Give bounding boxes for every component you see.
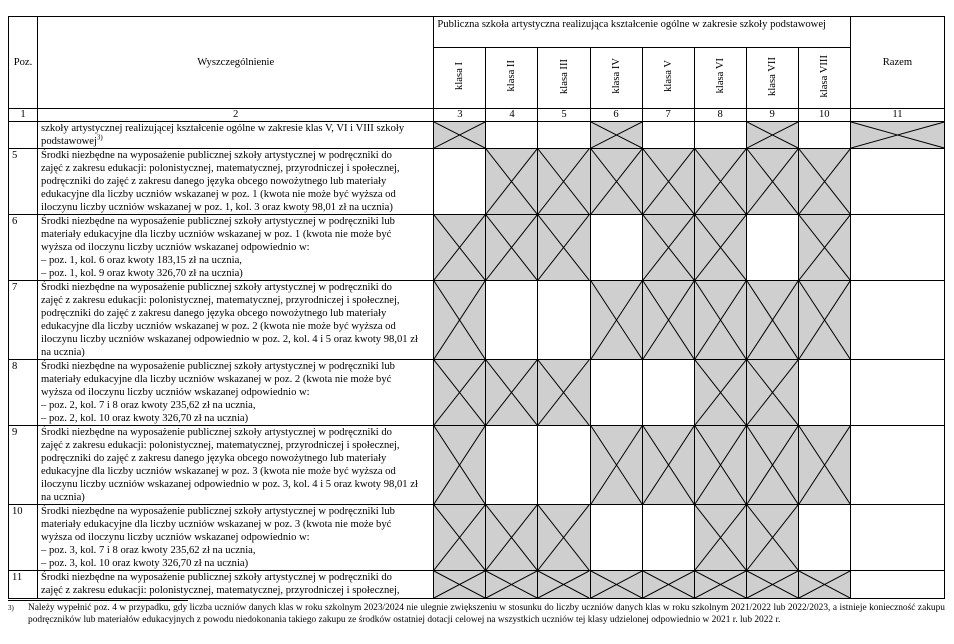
cross-mark [747, 122, 798, 148]
cross-mark [591, 149, 642, 214]
crossed-cell [642, 426, 694, 505]
cross-mark [434, 571, 485, 598]
cross-mark [486, 505, 537, 570]
header-total: Razem [850, 17, 944, 109]
description-line: iloczynu liczby uczniów wskazanej odpowiednio w poz. 2, kol. 4 i 5 oraz kwoty 98,01 zł [41, 334, 418, 345]
header-class-label: klasa III [558, 58, 570, 94]
cross-mark [486, 149, 537, 214]
data-table [8, 16, 945, 599]
description-line: podręczniki do zajęć z zakresu danego języka obcego nowożytnego lub materiały [41, 308, 387, 319]
crossed-cell [486, 571, 538, 599]
cross-mark [434, 426, 485, 504]
crossed-cell [850, 122, 944, 149]
column-number: 6 [590, 109, 642, 122]
description-line: – poz. 3, kol. 10 oraz kwoty 326,70 zł na ucznia) [41, 558, 249, 569]
cross-mark [434, 122, 485, 148]
crossed-cell [486, 215, 538, 281]
cross-mark [799, 426, 850, 504]
header-poz: Poz. [9, 17, 38, 109]
crossed-cell [694, 149, 746, 215]
row-position: 8 [9, 360, 38, 426]
header-class-label: klasa VII [766, 56, 778, 96]
empty-cell[interactable] [850, 149, 944, 215]
empty-cell[interactable] [642, 122, 694, 149]
empty-cell[interactable] [694, 122, 746, 149]
crossed-cell [538, 149, 590, 215]
header-class-label: klasa I [454, 62, 466, 90]
cross-mark [434, 281, 485, 359]
cross-mark [799, 571, 850, 598]
empty-cell[interactable] [486, 281, 538, 360]
description-line: materiały edukacyjne dla liczby uczniów wskazanej w poz. 3 (kwota nie może być [41, 519, 392, 530]
empty-cell[interactable] [798, 360, 850, 426]
row-description [38, 360, 434, 426]
cross-mark [799, 281, 850, 359]
empty-cell[interactable] [642, 505, 694, 571]
table-row [9, 149, 945, 215]
table-row [9, 215, 945, 281]
header-class-7 [746, 48, 798, 109]
empty-cell[interactable] [642, 360, 694, 426]
crossed-cell [694, 571, 746, 599]
row-position: 9 [9, 426, 38, 505]
header-class-8 [798, 48, 850, 109]
cross-mark [747, 426, 798, 504]
row-description [38, 426, 434, 505]
row-position: 7 [9, 281, 38, 360]
description-line: wyższa od iloczynu liczby uczniów wskazanej odpowiednio w: [41, 387, 310, 398]
crossed-cell [694, 281, 746, 360]
cross-mark [486, 571, 537, 598]
row-position: 6 [9, 215, 38, 281]
column-number: 1 [9, 109, 38, 122]
crossed-cell [798, 426, 850, 505]
cross-mark [695, 426, 746, 504]
empty-cell[interactable] [798, 505, 850, 571]
crossed-cell [746, 505, 798, 571]
row-position: 5 [9, 149, 38, 215]
cross-mark [643, 149, 694, 214]
column-number: 3 [434, 109, 486, 122]
crossed-cell [694, 215, 746, 281]
header-class-label: klasa V [662, 60, 674, 92]
cross-mark [747, 571, 798, 598]
crossed-cell [538, 571, 590, 599]
header-class-label: klasa IV [610, 58, 622, 94]
crossed-cell [486, 505, 538, 571]
crossed-cell [434, 360, 486, 426]
cross-mark [851, 122, 944, 148]
empty-cell[interactable] [486, 122, 538, 149]
crossed-cell [798, 281, 850, 360]
table-row [9, 122, 945, 149]
footnote [8, 602, 945, 626]
table-row [9, 571, 945, 599]
empty-cell[interactable] [590, 215, 642, 281]
cross-mark [747, 360, 798, 425]
crossed-cell [590, 571, 642, 599]
header-class-1 [434, 48, 486, 109]
description-line: Środki niezbędne na wyposażenie publicznej szkoły artystycznej w podręczniki lub [41, 216, 395, 227]
empty-cell[interactable] [590, 360, 642, 426]
table-row [9, 360, 945, 426]
cross-mark [695, 360, 746, 425]
crossed-cell [434, 505, 486, 571]
crossed-cell [590, 281, 642, 360]
empty-cell[interactable] [590, 505, 642, 571]
empty-cell[interactable] [538, 281, 590, 360]
cross-mark [695, 281, 746, 359]
header-class-3 [538, 48, 590, 109]
cross-mark [486, 360, 537, 425]
crossed-cell [538, 215, 590, 281]
header-description: Wyszczególnienie [38, 17, 434, 109]
cross-mark [591, 426, 642, 504]
cross-mark [486, 215, 537, 280]
row-position: 10 [9, 505, 38, 571]
cross-mark [747, 149, 798, 214]
description-line: na ucznia) [41, 492, 85, 503]
description-line: zajęć z zakresu edukacji: polonistycznej, matematycznej, przyrodniczej i społecznej, [41, 295, 400, 306]
crossed-cell [746, 281, 798, 360]
header-school-group: Publiczna szkoła artystyczna realizująca kształcenie ogólne w zakresie szkoły podstawowej [434, 17, 850, 48]
description-line: Środki niezbędne na wyposażenie publicznej szkoły artystycznej w podręczniki lub [41, 361, 395, 372]
description-line: – poz. 2, kol. 10 oraz kwoty 326,70 zł na ucznia) [41, 413, 249, 424]
cross-mark [695, 215, 746, 280]
description-line: zajęć z zakresu edukacji: polonistycznej, matematycznej, przyrodniczej i społecznej, [41, 440, 400, 451]
description-line: podstawowej [41, 136, 97, 147]
description-line: iloczynu liczby uczniów wskazanej w poz. 1, kol. 3 oraz kwoty 98,01 zł na ucznia) [41, 202, 393, 213]
header-class-5 [642, 48, 694, 109]
description-line: – poz. 1, kol. 6 oraz kwoty 183,15 zł na ucznia, [41, 255, 242, 266]
description-line: wyższa od iloczynu liczby uczniów wskazanej odpowiednio w: [41, 532, 310, 543]
table-row [9, 426, 945, 505]
crossed-cell [694, 360, 746, 426]
header-class-6 [694, 48, 746, 109]
empty-cell[interactable] [798, 122, 850, 149]
cross-mark [538, 571, 589, 598]
description-line: edukacyjne dla liczby uczniów wskazanej w poz. 1 (kwota nie może być wyższa od [41, 189, 396, 200]
row-description [38, 505, 434, 571]
crossed-cell [642, 215, 694, 281]
empty-cell[interactable] [850, 360, 944, 426]
crossed-cell [434, 215, 486, 281]
column-number: 9 [746, 109, 798, 122]
cross-mark [643, 426, 694, 504]
cross-mark [538, 505, 589, 570]
cross-mark [799, 149, 850, 214]
document-table-wrapper [8, 16, 945, 599]
crossed-cell [434, 571, 486, 599]
row-position [9, 122, 38, 149]
table-row [9, 281, 945, 360]
cross-mark [747, 281, 798, 359]
crossed-cell [538, 360, 590, 426]
cross-mark [695, 505, 746, 570]
row-description [38, 215, 434, 281]
empty-cell[interactable] [850, 426, 944, 505]
cross-mark [643, 215, 694, 280]
description-line: wyższa od iloczynu liczby uczniów wskazanej odpowiednio w: [41, 242, 310, 253]
column-number: 11 [850, 109, 944, 122]
column-number: 2 [38, 109, 434, 122]
empty-cell[interactable] [850, 281, 944, 360]
crossed-cell [590, 426, 642, 505]
table-row [9, 505, 945, 571]
crossed-cell [434, 281, 486, 360]
crossed-cell [642, 281, 694, 360]
cross-mark [643, 571, 694, 598]
description-line: materiały edukacyjne dla liczby uczniów wskazanej w poz. 1 (kwota nie może być [41, 229, 392, 240]
crossed-cell [486, 360, 538, 426]
description-line: podręczniki do zajęć z zakresu danego języka obcego nowożytnego lub materiały [41, 453, 387, 464]
header-class-2 [486, 48, 538, 109]
table-body [9, 122, 945, 599]
cross-mark [434, 360, 485, 425]
description-line: – poz. 2, kol. 7 i 8 oraz kwoty 235,62 zł na ucznia, [41, 400, 256, 411]
row-description [38, 149, 434, 215]
crossed-cell [798, 571, 850, 599]
crossed-cell [746, 360, 798, 426]
crossed-cell [746, 122, 798, 149]
empty-cell[interactable] [434, 149, 486, 215]
crossed-cell [642, 571, 694, 599]
footnote-mark: 3) [8, 604, 14, 612]
cross-mark [538, 215, 589, 280]
crossed-cell [798, 149, 850, 215]
column-number: 7 [642, 109, 694, 122]
row-description [38, 571, 434, 599]
description-line: Środki niezbędne na wyposażenie publicznej szkoły artystycznej w podręczniki do [41, 427, 392, 438]
description-line: szkoły artystycznej realizującej kształcenie ogólne w zakresie klas V, VI i VIII szkoły [41, 123, 405, 134]
empty-cell[interactable] [746, 215, 798, 281]
crossed-cell [486, 149, 538, 215]
header-class-label: klasa VI [714, 58, 726, 94]
header-class-label: klasa II [506, 60, 518, 92]
crossed-cell [434, 426, 486, 505]
crossed-cell [746, 149, 798, 215]
description-line: Środki niezbędne na wyposażenie publicznej szkoły artystycznej w podręczniki do [41, 572, 392, 583]
footnote-text: Należy wypełnić poz. 4 w przypadku, gdy liczba uczniów danych klas w roku szkolnym 2023/2024 nie ulegnie zwiększeniu w stosunku do liczby uczniów danych klas w roku szkolnym 2021/2022 lub 2022/2023, a istnieje konieczność zakupu podręczników lub materiałów edukacyjnych z powodu niedokonania takiego zakupu ze środków ostatniej dotacji celowej na wszystkich uczniów tej klasy udzielonej odpowiednio w 2021 r. lub 2022 r. [28, 603, 945, 625]
column-number: 10 [798, 109, 850, 122]
row-description [38, 122, 434, 149]
cross-mark [695, 149, 746, 214]
footnote-divider [8, 600, 188, 601]
row-position: 11 [9, 571, 38, 599]
empty-cell[interactable] [850, 215, 944, 281]
cross-mark [695, 571, 746, 598]
crossed-cell [694, 426, 746, 505]
description-line: materiały edukacyjne dla liczby uczniów wskazanej w poz. 2 (kwota nie może być [41, 374, 392, 385]
cross-mark [434, 505, 485, 570]
description-line: edukacyjne dla liczby uczniów wskazanej w poz. 2 (kwota nie może być wyższa od [41, 321, 396, 332]
description-line: Środki niezbędne na wyposażenie publicznej szkoły artystycznej w podręczniki lub [41, 506, 395, 517]
empty-cell[interactable] [486, 426, 538, 505]
cross-mark [538, 360, 589, 425]
description-line: zajęć z zakresu edukacji: polonistycznej, matematycznej, przyrodniczej i społecznej, [41, 585, 400, 596]
description-line: iloczynu liczby uczniów wskazanej odpowiednio w poz. 3, kol. 4 i 5 oraz kwoty 98,01 zł [41, 479, 418, 490]
crossed-cell [746, 426, 798, 505]
description-line: – poz. 1, kol. 9 oraz kwoty 326,70 zł na ucznia) [41, 268, 243, 279]
cross-mark [643, 281, 694, 359]
crossed-cell [590, 122, 642, 149]
empty-cell[interactable] [538, 122, 590, 149]
column-number-row [9, 109, 945, 122]
empty-cell[interactable] [538, 426, 590, 505]
cross-mark [747, 505, 798, 570]
empty-cell[interactable] [850, 505, 944, 571]
column-number: 8 [694, 109, 746, 122]
crossed-cell [590, 149, 642, 215]
crossed-cell [798, 215, 850, 281]
crossed-cell [746, 571, 798, 599]
description-line: podręczniki do zajęć z zakresu danego języka obcego nowożytnego lub materiały [41, 176, 387, 187]
description-line: – poz. 3, kol. 7 i 8 oraz kwoty 235,62 zł na ucznia, [41, 545, 256, 556]
cross-mark [434, 215, 485, 280]
crossed-cell [434, 122, 486, 149]
row-description [38, 281, 434, 360]
cross-mark [538, 149, 589, 214]
description-line: Środki niezbędne na wyposażenie publicznej szkoły artystycznej w podręczniki do [41, 150, 392, 161]
cross-mark [799, 215, 850, 280]
description-line: edukacyjne dla liczby uczniów wskazanej w poz. 3 (kwota nie może być wyższa od [41, 466, 396, 477]
crossed-cell [642, 149, 694, 215]
empty-cell[interactable] [850, 571, 944, 599]
crossed-cell [538, 505, 590, 571]
crossed-cell [694, 505, 746, 571]
description-line: na ucznia) [41, 347, 85, 358]
cross-mark [591, 571, 642, 598]
column-number: 5 [538, 109, 590, 122]
footnote-reference: 3) [96, 133, 103, 142]
header-class-4 [590, 48, 642, 109]
description-line: zajęć z zakresu edukacji: polonistycznej, matematycznej, przyrodniczej i społecznej, [41, 163, 400, 174]
cross-mark [591, 122, 642, 148]
cross-mark [591, 281, 642, 359]
column-number: 4 [486, 109, 538, 122]
description-line: Środki niezbędne na wyposażenie publicznej szkoły artystycznej w podręczniki do [41, 282, 392, 293]
header-class-label: klasa VIII [818, 54, 830, 98]
